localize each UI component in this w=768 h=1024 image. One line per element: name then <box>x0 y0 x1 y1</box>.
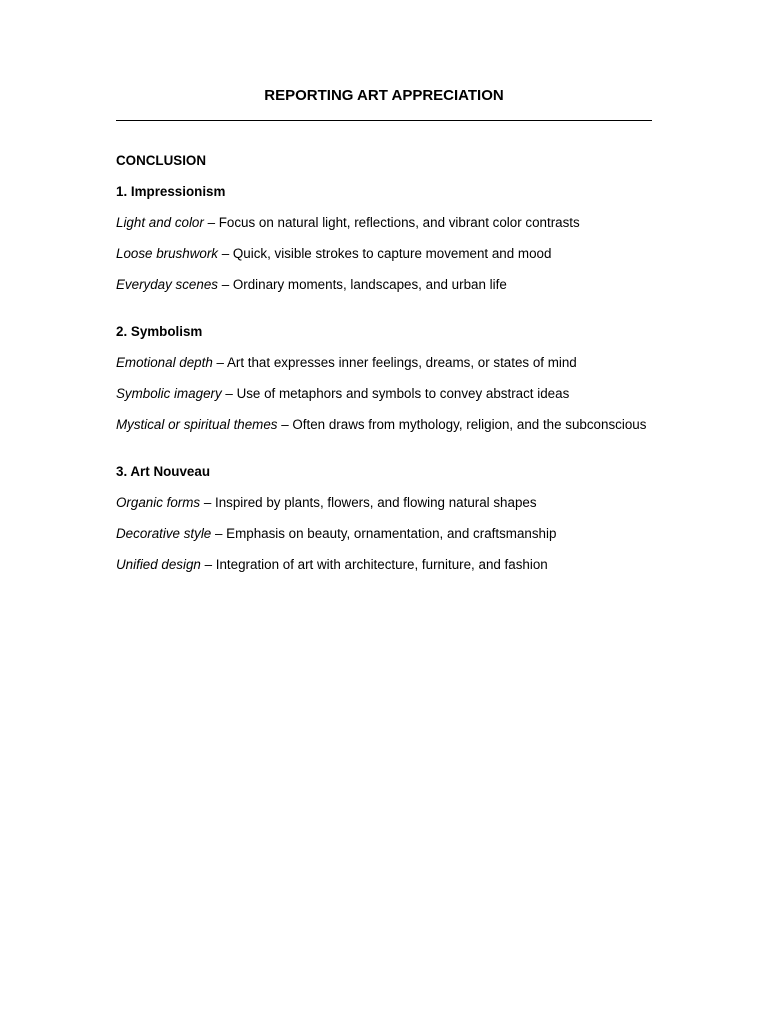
item-separator: – <box>200 557 216 572</box>
item-term: Everyday scenes <box>116 277 218 292</box>
list-item <box>116 417 652 433</box>
item-term: Symbolic imagery <box>116 386 222 401</box>
section-impressionism <box>116 184 652 293</box>
item-separator: – <box>217 246 233 261</box>
section-heading: 3. Art Nouveau <box>116 464 211 479</box>
item-term: Organic forms <box>116 495 201 510</box>
item-description: Inspired by plants, flowers, and flowing natural shapes <box>214 495 537 510</box>
list-item <box>116 215 652 231</box>
item-description: Focus on natural light, reflections, and vibrant color contrasts <box>218 215 580 230</box>
list-item <box>116 277 652 293</box>
list-item <box>116 355 652 371</box>
item-description: Quick, visible strokes to capture movement and mood <box>232 246 552 261</box>
section-heading: 2. Symbolism <box>116 324 203 339</box>
list-item <box>116 246 652 262</box>
section-symbolism <box>116 324 652 433</box>
item-separator: – <box>200 495 215 510</box>
item-description: Ordinary moments, landscapes, and urban life <box>232 277 507 292</box>
item-term: Unified design <box>116 557 201 572</box>
item-term: Light and color <box>116 215 204 230</box>
section-art-nouveau <box>116 464 652 573</box>
item-term: Mystical or spiritual themes <box>116 417 278 432</box>
item-description: Emphasis on beauty, ornamentation, and craftsmanship <box>226 526 557 541</box>
item-term: Loose brushwork <box>116 246 218 261</box>
item-term: Decorative style <box>116 526 212 541</box>
section-heading: 1. Impressionism <box>116 184 226 199</box>
item-separator: – <box>277 417 293 432</box>
item-description: Integration of art with architecture, furniture, and fashion <box>215 557 548 572</box>
item-term: Emotional depth <box>116 355 213 370</box>
document-body <box>116 153 652 588</box>
list-item <box>116 557 652 573</box>
conclusion-heading: CONCLUSION <box>116 153 207 168</box>
item-separator: – <box>211 526 227 541</box>
item-description: Art that expresses inner feelings, dreams, or states of mind <box>226 355 577 370</box>
item-description: Often draws from mythology, religion, and the subconscious <box>292 417 647 432</box>
item-separator: – <box>203 215 219 230</box>
item-separator: – <box>217 277 233 292</box>
list-item <box>116 386 652 402</box>
item-description: Use of metaphors and symbols to convey abstract ideas <box>236 386 570 401</box>
list-item <box>116 495 652 511</box>
document-title: REPORTING ART APPRECIATION <box>264 87 504 104</box>
item-separator: – <box>221 386 237 401</box>
title-divider <box>116 120 652 121</box>
list-item <box>116 526 652 542</box>
item-separator: – <box>212 355 227 370</box>
